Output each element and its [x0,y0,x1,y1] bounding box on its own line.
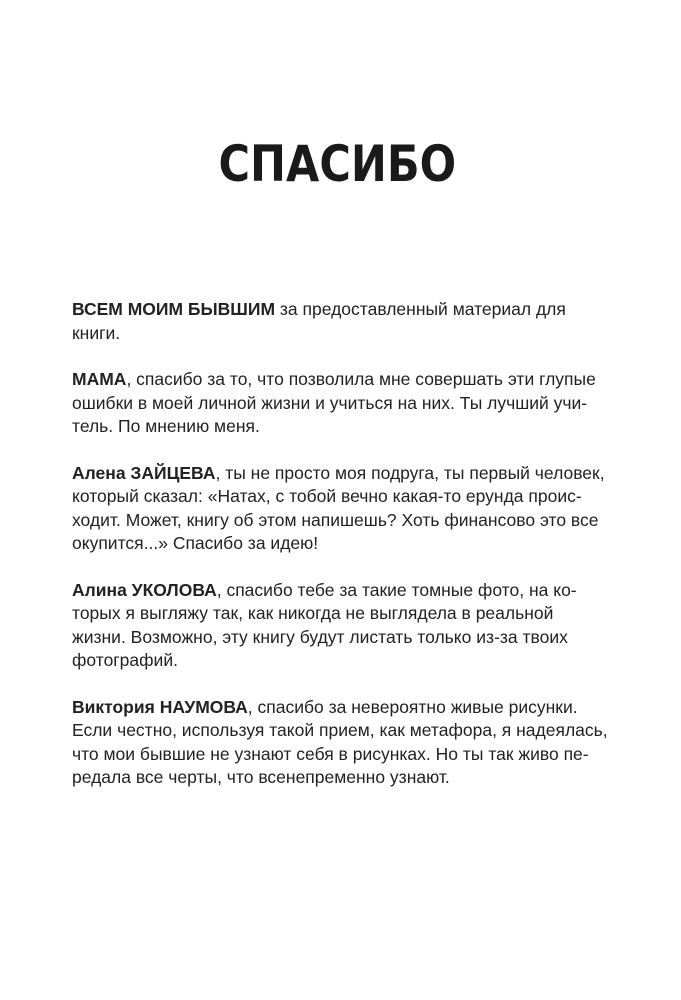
paragraph-line: Если честно, используя такой прием, как метафора, я надеялась, [72,720,608,740]
recipient-name: МАМА [72,369,127,389]
paragraph-line: что мои бывшие не узнают себя в рисунках. Но ты так живо пе- [72,743,589,764]
paragraph-line: торых я выгляжу так, как никогда не выглядела в реальной [72,603,554,623]
recipient-name: Виктория НАУМОВА [72,696,248,717]
paragraph-line [72,298,572,322]
paragraph-line: который сказал: «Натах, с тобой вечно какая-то ерунда проис- [72,486,582,506]
paragraph-text: за предоставленный материал для [275,299,566,319]
acknowledgements-body [72,298,608,813]
paragraph-line: книги. [72,322,121,343]
paragraph-line [72,462,605,486]
acknowledgement-paragraph-naumova [72,696,608,790]
paragraph-line: ходит. Может, книгу об этом напишешь? Хоть финансово это все [72,509,599,530]
paragraph-line [72,696,578,720]
paragraph-text: , спасибо за то, что позволила мне совершать эти глупые [126,369,596,389]
recipient-name: Алина УКОЛОВА [72,579,217,600]
paragraph-line: фотографий. [72,650,178,670]
paragraph-line: окупится...» Спасибо за идею! [72,533,319,553]
paragraph-text: , спасибо тебе за такие томные фото, на ко- [216,579,577,600]
recipient-name: ВСЕМ МОИМ БЫВШИМ [72,299,276,319]
paragraph-line [72,368,596,392]
acknowledgement-paragraph-zaytseva [72,462,605,556]
paragraph-line: тель. По мнению меня. [72,416,260,436]
acknowledgement-paragraph-ukolova [72,579,577,673]
acknowledgement-paragraph-exes [72,298,572,345]
acknowledgement-paragraph-mom [72,368,596,439]
paragraph-text: , спасибо за невероятно живые рисунки. [247,696,578,717]
paragraph-line: ошибки в моей личной жизни и учиться на них. Ты лучший учи- [72,392,588,413]
recipient-name: Алена ЗАЙЦЕВА [72,462,216,483]
page-title: СПАСИБО [218,134,457,193]
paragraph-line: жизни. Возможно, эту книгу будут листать только из-за твоих [72,626,568,647]
paragraph-line [72,579,577,603]
paragraph-text: , ты не просто моя подруга, ты первый человек, [215,462,605,483]
paragraph-line: редала все черты, что всенепременно узнают. [72,767,450,787]
